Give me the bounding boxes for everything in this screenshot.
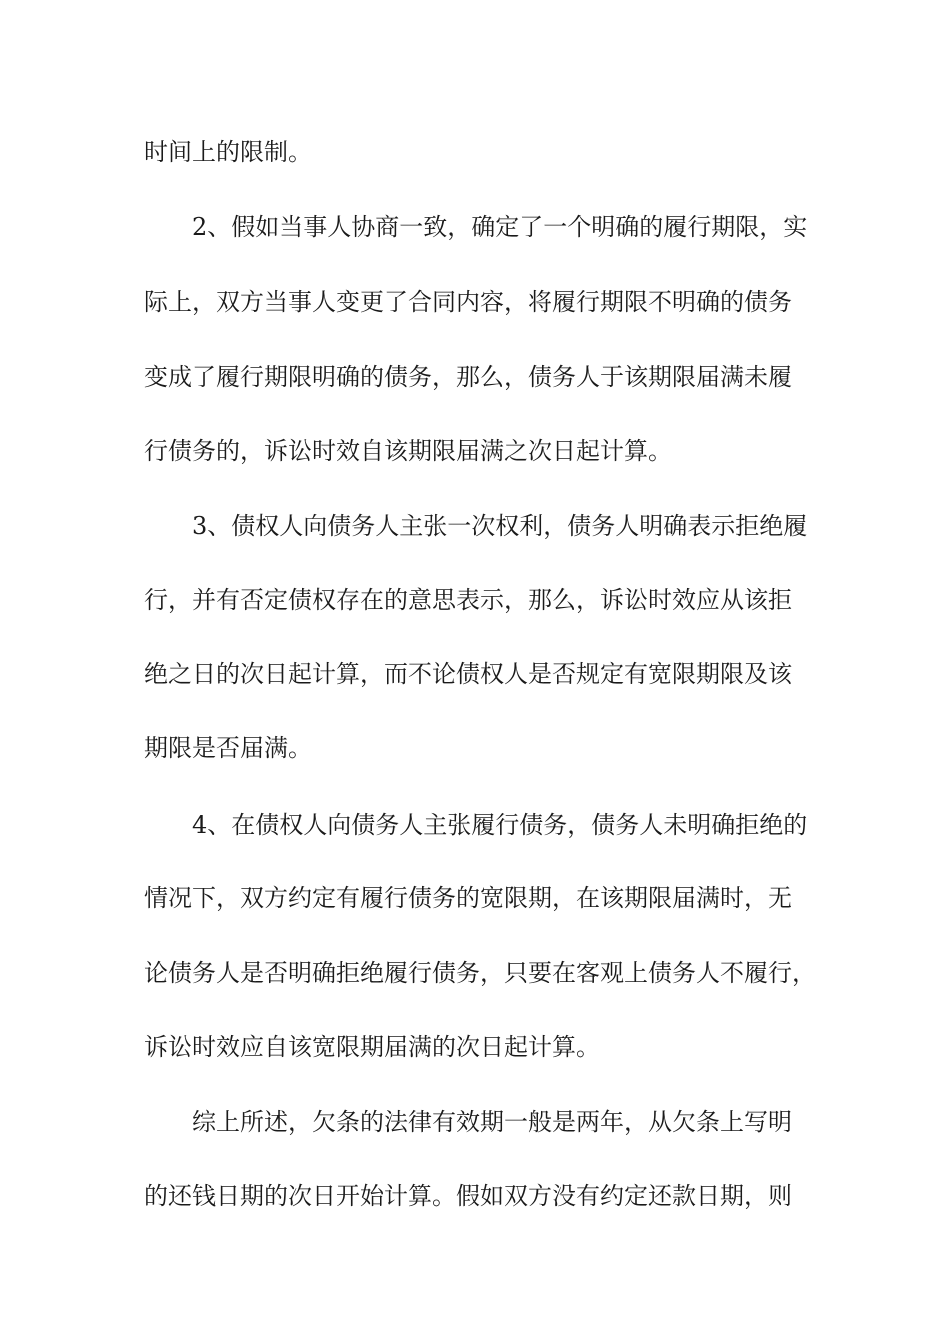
summary-line-2: 的还钱日期的次日开始计算。假如双方没有约定还款日期，则 [144, 1182, 792, 1210]
paragraph-2-line-2: 际上，双方当事人变更了合同内容，将履行期限不明确的债务 [144, 288, 792, 316]
text-line: 时间上的限制。 [144, 138, 312, 166]
paragraph-4-line-2: 情况下，双方约定有履行债务的宽限期，在该期限届满时，无 [144, 884, 792, 912]
paragraph-2-line-4: 行债务的，诉讼时效自该期限届满之次日起计算。 [144, 437, 672, 465]
summary-line-1: 综上所述，欠条的法律有效期一般是两年，从欠条上写明 [192, 1108, 792, 1136]
paragraph-3-line-2: 行，并有否定债权存在的意思表示，那么，诉讼时效应从该拒 [144, 586, 792, 614]
paragraph-3-line-3: 绝之日的次日起计算，而不论债权人是否规定有宽限期限及该 [144, 660, 792, 688]
paragraph-4-line-3: 论债务人是否明确拒绝履行债务，只要在客观上债务人不履行， [144, 959, 816, 987]
paragraph-2-line-1: 2、假如当事人协商一致，确定了一个明确的履行期限，实 [192, 213, 808, 241]
paragraph-4-line-1: 4、在债权人向债务人主张履行债务，债务人未明确拒绝的 [192, 811, 808, 839]
paragraph-4-line-4: 诉讼时效应自该宽限期届满的次日起计算。 [144, 1033, 600, 1061]
paragraph-3-line-1: 3、债权人向债务人主张一次权利，债务人明确表示拒绝履 [192, 512, 808, 540]
paragraph-3-line-4: 期限是否届满。 [144, 734, 312, 762]
paragraph-2-line-3: 变成了履行期限明确的债务，那么，债务人于该期限届满未履 [144, 363, 792, 391]
